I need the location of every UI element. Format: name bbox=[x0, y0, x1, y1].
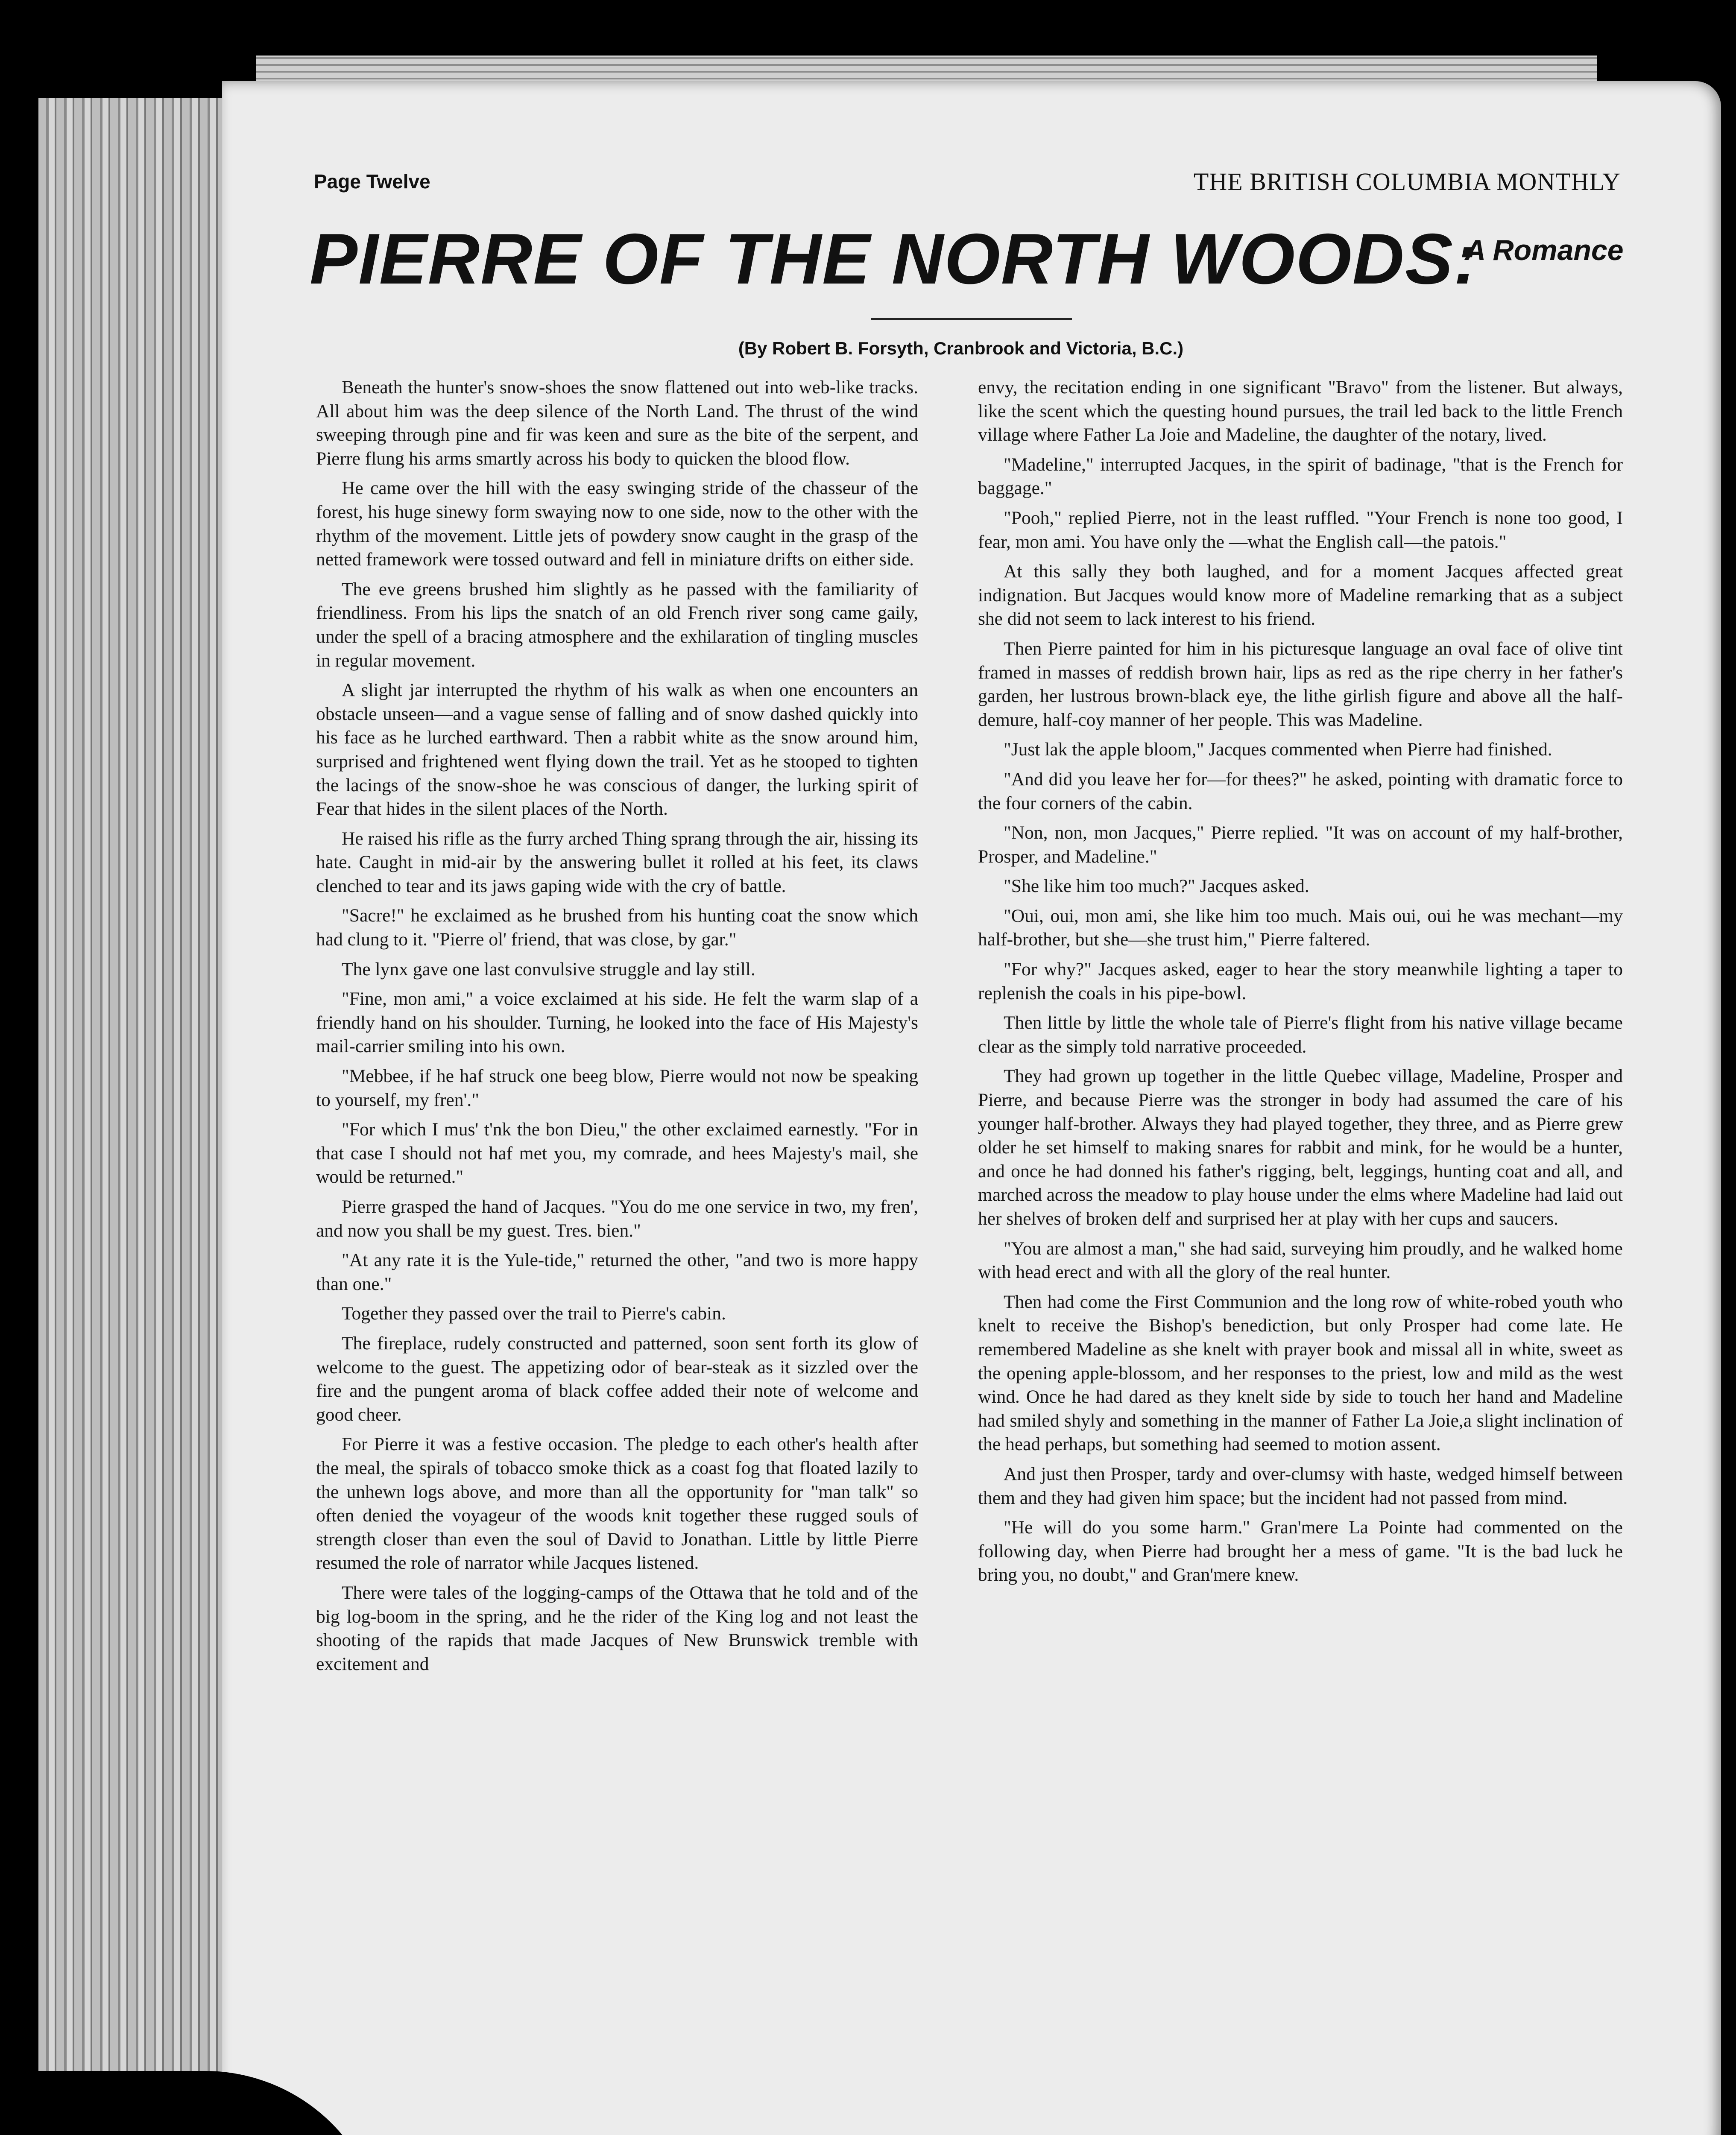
paragraph: "She like him too much?" Jacques asked. bbox=[1004, 876, 1309, 897]
paragraph: "Non, non, mon Jacques," Pierre replied. "It was on account of my half-brother, Prosper, and Madeline." bbox=[978, 822, 1623, 867]
paragraph: "For which I mus' t'nk the bon Dieu," the other exclaimed earnestly. "For in that case I should not haf met you, my comrade, and hees Majesty's mail, she would be returned." bbox=[316, 1119, 918, 1187]
right-column bbox=[978, 376, 1623, 1593]
paragraph: Beneath the hunter's snow-shoes the snow flattened out into web-like tracks. All about him was the deep silence of the North Land. The thrust of the wind sweeping through pine and fir was keen and sure as the bite of the serpent, and Pierre flung his arms smartly across his body to quicken the blood flow. bbox=[316, 377, 918, 469]
paragraph: "Mebbee, if he haf struck one beeg blow, Pierre would not now be speaking to yourself, my fren'." bbox=[316, 1066, 918, 1110]
paragraph: Then little by little the whole tale of Pierre's flight from his native village became clear as the simply told narrative proceeded. bbox=[978, 1012, 1623, 1057]
paragraph: There were tales of the logging-camps of the Ottawa that he told and of the big log-boom in the spring, and he the rider of the King log and not least the shooting of the rapids that made Jacques of New Brunswick tremble with excitement and bbox=[316, 1582, 918, 1674]
paragraph: "You are almost a man," she had said, surveying him proudly, and he walked home with head erect and with all the glory of the real hunter. bbox=[978, 1238, 1623, 1283]
paragraph: The eve greens brushed him slightly as he passed with the familiarity of friendliness. From his lips the snatch of an old French river song came gaily, under the spell of a bracing atmosphere and the exhilaration of tingling muscles in regular movement. bbox=[316, 579, 918, 671]
paragraph: Then had come the First Communion and the long row of white-robed youth who knelt to receive the Bishop's benediction, but only Prosper had come late. He remembered Madeline as she knelt with prayer book and missal all in white, sweet as the opening apple-blossom, and her responses to the priest, low and mild as the west wind. Once he had dared as they knelt side by side to touch her hand and Madeline had smiled shyly and something in the manner of Father La Joie,a slight inclination of the head perhaps, but something had seemed to motion assent. bbox=[978, 1291, 1623, 1455]
page-number: Page Twelve bbox=[314, 170, 430, 193]
paragraph: Together they passed over the trail to Pierre's cabin. bbox=[342, 1303, 726, 1324]
paragraph: For Pierre it was a festive occasion. The pledge to each other's health after the meal, the spirals of tobacco smoke thick as a coast fog that floated lazily to the unhewn logs above, and more than all the opportunity for "man talk" so often denied the voyageur of the woods knit together these rugged souls of strength closer than even the soul of David to Jonathan. Little by little Pierre resumed the role of narrator while Jacques listened. bbox=[316, 1434, 918, 1573]
paragraph: He raised his rifle as the furry arched Thing sprang through the air, hissing its hate. Caught in mid-air by the answering bullet it rolled at his feet, its claws clenched to tear and its jaws gaping wide with the cry of battle. bbox=[316, 828, 918, 896]
article-title: PIERRE OF THE NORTH WOODS: bbox=[310, 219, 1478, 299]
paragraph: He came over the hill with the easy swinging stride of the chasseur of the forest, his huge sinewy form swaying now to one side, now to the other with the rhythm of the movement. Little jets of powdery snow caught in the grasp of the netted framework were tossed outward and fell in miniature drifts on either side. bbox=[316, 478, 918, 570]
left-column bbox=[316, 376, 918, 1682]
paragraph: "And did you leave her for—for thees?" he asked, pointing with dramatic force to the four corners of the cabin. bbox=[978, 769, 1623, 813]
paragraph: envy, the recitation ending in one significant "Bravo" from the listener. But always, like the scent which the questing hound pursues, the trail led back to the little French village where Father La Joie and Madeline, the daughter of the notary, lived. bbox=[978, 377, 1623, 445]
paragraph: "Just lak the apple bloom," Jacques commented when Pierre had finished. bbox=[1004, 739, 1552, 760]
paragraph: The fireplace, rudely constructed and patterned, soon sent forth its glow of welcome to the guest. The appetizing odor of bear-steak as it sizzled over the fire and the pungent aroma of black coffee added their note of welcome and good cheer. bbox=[316, 1333, 918, 1425]
paragraph: "Fine, mon ami," a voice exclaimed at his side. He felt the warm slap of a friendly hand on his shoulder. Turning, he looked into the face of His Majesty's mail-carrier smiling into his own. bbox=[316, 989, 918, 1057]
article-subtitle: A Romance bbox=[1465, 234, 1624, 266]
paragraph: Then Pierre painted for him in his picturesque language an oval face of olive tint framed in masses of reddish brown hair, lips as red as the ripe cherry in her father's garden, her lustrous brown-black eye, the lithe girlish figure and above all the half-demure, half-coy manner of her people. This was Madeline. bbox=[978, 638, 1623, 730]
paragraph: "Madeline," interrupted Jacques, in the spirit of badinage, "that is the French for baggage." bbox=[978, 454, 1623, 499]
paragraph: Pierre grasped the hand of Jacques. "You do me one service in two, my fren', and now you shall be my guest. Tres. bien." bbox=[316, 1196, 918, 1241]
paragraph: At this sally they both laughed, and for a moment Jacques affected great indignation. But Jacques would know more of Madeline remarking that as a subject she did not seem to lack interest to his friend. bbox=[978, 561, 1623, 629]
book-page-edges bbox=[38, 98, 235, 2135]
paragraph: "At any rate it is the Yule-tide," returned the other, "and two is more happy than one." bbox=[316, 1250, 918, 1294]
paragraph: They had grown up together in the little Quebec village, Madeline, Prosper and Pierre, and because Pierre was the stronger in body had assumed the care of his younger half-brother. Always they had played together, they three, and as Pierre grew older he set himself to making snares for rabbit and mink, for he would be a hunter, and once he had donned his father's rigging, belt, leggings, hunting coat and all, and marched across the meadow to play house under the elms where Madeline had laid out her shelves of broken delf and surprised her at play with her cups and saucers. bbox=[978, 1066, 1623, 1229]
paragraph: A slight jar interrupted the rhythm of his walk as when one encounters an obstacle unseen—and a vague sense of falling and of snow dashed quickly into his face as he lurched earthward. Then a rabbit white as the snow around him, surprised and frightened went flying down the trail. Yet as he stooped to tighten the lacings of the snow-shoe he was conscious of danger, the lurking spirit of Fear that hides in the silent places of the North. bbox=[316, 680, 918, 819]
title-rule bbox=[871, 318, 1072, 320]
paragraph: "Pooh," replied Pierre, not in the least ruffled. "Your French is none too good, I fear, mon ami. You have only the —what the English call—the patois." bbox=[978, 507, 1623, 552]
paragraph: "For why?" Jacques asked, eager to hear the story meanwhile lighting a taper to replenish the coals in his pipe-bowl. bbox=[978, 959, 1623, 1003]
paragraph: The lynx gave one last convulsive struggle and lay still. bbox=[342, 959, 755, 980]
paragraph: "Sacre!" he exclaimed as he brushed from his hunting coat the snow which had clung to it. "Pierre ol' friend, that was close, by gar." bbox=[316, 905, 918, 950]
magazine-name: THE BRITISH COLUMBIA MONTHLY bbox=[1193, 168, 1621, 196]
paragraph: "Oui, oui, mon ami, she like him too much. Mais oui, oui he was mechant—my half-brother, but she—she trust him," Pierre faltered. bbox=[978, 905, 1623, 950]
paragraph: And just then Prosper, tardy and over-clumsy with haste, wedged himself between them and they had given him space; but the incident had not passed from mind. bbox=[978, 1463, 1623, 1508]
article-byline: (By Robert B. Forsyth, Cranbrook and Victoria, B.C.) bbox=[738, 338, 1184, 358]
paragraph: "He will do you some harm." Gran'mere La Pointe had commented on the following day, when Pierre had brought her a mess of game. "It is the bad luck he bring you, no doubt," and Gran'mere knew. bbox=[978, 1517, 1623, 1585]
